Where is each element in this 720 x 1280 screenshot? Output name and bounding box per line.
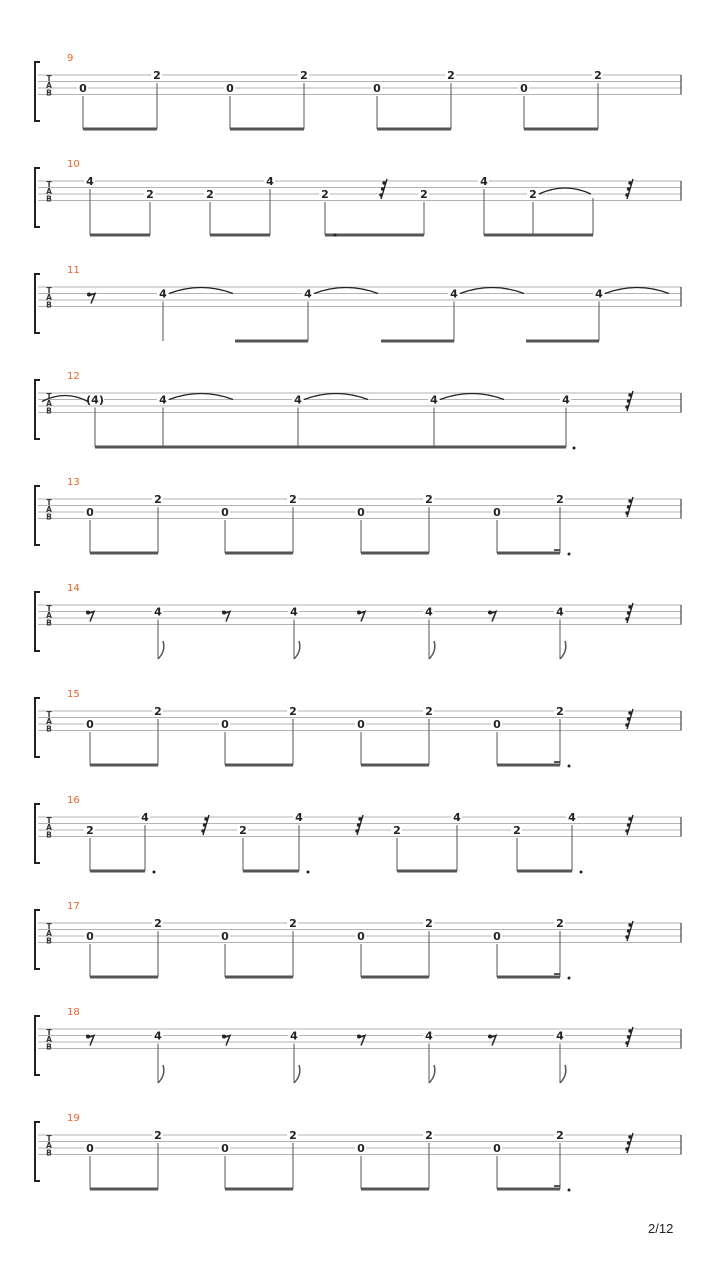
system-brace [35,804,40,863]
measure-number: 10 [67,159,80,170]
fret-number: 2 [420,188,428,201]
tie [314,288,378,294]
tab-clef-letter: A [46,293,52,303]
fret-number: 4 [568,811,576,824]
fret-number: 0 [357,930,365,943]
fret-number: (4) [86,393,104,407]
fret-number: 2 [239,824,247,837]
fret-number: 4 [154,1029,162,1043]
tab-clef-letter: A [46,823,52,833]
rest-dot [628,605,631,608]
fret-number: 4 [141,811,149,824]
measure-number: 18 [67,1007,80,1018]
fret-number: 0 [221,930,229,943]
fret-number: 2 [321,188,329,201]
tie [169,394,233,400]
measure-number: 16 [67,795,80,806]
note-flag [560,1065,566,1083]
tab-clef-letter: T [46,74,52,83]
fret-number: 2 [425,493,433,506]
fret-number: 2 [425,705,433,718]
rest-dot [625,1041,628,1044]
system-brace [35,910,40,969]
fret-number: 4 [290,605,298,619]
dot [307,871,310,874]
tab-system [35,477,681,556]
dot [580,871,583,874]
tie [440,394,504,400]
fret-number: 2 [556,917,564,930]
fret-number: 0 [493,506,501,519]
system-brace [35,168,40,227]
note-flag [158,1065,164,1083]
rest-dot [628,711,631,714]
system-brace [35,62,40,121]
tie [304,394,368,400]
tab-system [35,795,681,874]
fret-number: 2 [300,69,308,82]
tab-clef-letter: B [46,724,52,734]
rest-dot [628,1029,631,1032]
rest-dot [628,1135,631,1138]
fret-number: 0 [493,1142,501,1155]
rest-stroke [224,612,230,622]
rest-dot [625,511,628,514]
dot [153,871,156,874]
tab-clef-letter: B [46,512,52,522]
fret-number: 0 [79,82,87,95]
rest-stroke [89,294,95,304]
note-flag [294,641,300,659]
fret-number: 2 [289,1129,297,1142]
fret-number: 0 [221,506,229,519]
rest-dot [627,823,630,826]
tab-clef-letter: B [46,88,52,98]
fret-number: 2 [154,493,162,506]
system-brace [35,592,40,651]
measure-number: 13 [67,477,80,488]
rest-stroke [88,1036,94,1046]
rest-dot [627,717,630,720]
fret-number: 4 [154,605,162,619]
fret-number: 2 [556,1129,564,1142]
tab-clef-letter: A [46,81,52,91]
note-flag [560,641,566,659]
tab-clef-letter: A [46,187,52,197]
measure-number: 15 [67,689,80,700]
tab-clef-letter: T [46,922,52,931]
fret-number: 2 [513,824,521,837]
tab-clef-letter: B [46,300,52,310]
measure-number: 19 [67,1113,80,1124]
rest-dot [204,817,207,820]
dot [568,765,571,768]
fret-number: 2 [289,493,297,506]
rest-dot [625,405,628,408]
system-brace [35,1122,40,1181]
fret-number: 0 [86,718,94,731]
fret-number: 2 [447,69,455,82]
tab-clef-letter: A [46,1141,52,1151]
tab-clef-letter: B [46,830,52,840]
rest-dot [625,829,628,832]
rest-dot [379,193,382,196]
tab-system [35,371,681,450]
rest-dot [625,723,628,726]
fret-number: 0 [373,82,381,95]
dot [568,1189,571,1192]
fret-number: 2 [529,188,537,201]
rest-dot [355,829,358,832]
fret-number: 4 [266,175,274,188]
fret-number: 0 [520,82,528,95]
fret-number: 4 [294,393,302,407]
fret-number: 0 [221,718,229,731]
fret-number: 0 [493,930,501,943]
tab-system [35,1113,681,1192]
fret-number: 4 [453,811,461,824]
rest-dot [357,823,360,826]
fret-number: 2 [206,188,214,201]
rest-dot [625,1147,628,1150]
tab-clef-letter: T [46,816,52,825]
rest-dot [628,393,631,396]
fret-number: 2 [154,705,162,718]
fret-number: 4 [425,1029,433,1043]
tab-clef-letter: A [46,505,52,515]
rest-dot [625,617,628,620]
dot [568,977,571,980]
measure-number: 12 [67,371,80,382]
dot [568,553,571,556]
fret-number: 0 [226,82,234,95]
rest-dot [628,923,631,926]
rest-dot [627,1035,630,1038]
fret-number: 2 [594,69,602,82]
rest-dot [358,817,361,820]
tab-clef-letter: A [46,929,52,939]
page-number: 2/12 [648,1221,674,1236]
fret-number: 4 [290,1029,298,1043]
fret-number: 0 [221,1142,229,1155]
rest-dot [628,817,631,820]
tab-system [35,265,681,341]
fret-number: 4 [556,1029,564,1043]
tab-clef-letter: B [46,1042,52,1052]
system-brace [35,1016,40,1075]
tab-system [35,1007,681,1083]
fret-number: 0 [357,506,365,519]
fret-number: 0 [86,930,94,943]
fret-number: 4 [430,393,438,407]
fret-number: 0 [493,718,501,731]
tab-system [35,583,681,659]
fret-number: 2 [425,917,433,930]
fret-number: 2 [556,493,564,506]
tab-clef-letter: T [46,392,52,401]
fret-number: 2 [556,705,564,718]
rest-dot [627,505,630,508]
tab-system [35,53,681,129]
rest-dot [625,935,628,938]
measure-number: 14 [67,583,80,594]
tab-system [35,689,681,768]
fret-number: 4 [556,605,564,619]
tab-clef-letter: B [46,406,52,416]
measure-number: 11 [67,265,80,276]
tab-system [35,901,681,980]
tab-clef-letter: B [46,936,52,946]
fret-number: 4 [480,175,488,188]
fret-number: 4 [562,393,570,407]
system-brace [35,486,40,545]
tab-clef-letter: T [46,1134,52,1143]
tab-clef-letter: T [46,710,52,719]
dot [573,447,576,450]
rest-dot [382,181,385,184]
rest-dot [625,193,628,196]
rest-stroke [490,1036,496,1046]
tie [169,288,233,294]
fret-number: 4 [159,393,167,407]
rest-stroke [490,612,496,622]
rest-stroke [359,1036,365,1046]
rest-dot [627,187,630,190]
tab-clef-letter: A [46,399,52,409]
note-flag [429,641,435,659]
fret-number: 2 [154,1129,162,1142]
fret-number: 0 [357,718,365,731]
measure-number: 17 [67,901,80,912]
fret-number: 2 [425,1129,433,1142]
tie [605,288,669,294]
fret-number: 4 [295,811,303,824]
system-brace [35,380,40,439]
tab-clef-letter: B [46,618,52,628]
rest-dot [627,611,630,614]
rest-dot [628,181,631,184]
rest-dot [627,399,630,402]
fret-number: 2 [154,917,162,930]
fret-number: 2 [289,705,297,718]
tab-clef-letter: T [46,604,52,613]
tab-clef-letter: A [46,717,52,727]
note-flag [429,1065,435,1083]
tie [460,288,524,294]
tab-system [35,159,681,237]
rest-stroke [359,612,365,622]
fret-number: 2 [86,824,94,837]
system-brace [35,698,40,757]
rest-stroke [224,1036,230,1046]
rest-dot [381,187,384,190]
fret-number: 4 [159,287,167,301]
fret-number: 2 [289,917,297,930]
fret-number: 2 [393,824,401,837]
fret-number: 4 [304,287,312,301]
fret-number: 4 [86,175,94,188]
rest-dot [628,499,631,502]
measure-number: 9 [67,53,74,64]
fret-number: 2 [146,188,154,201]
rest-dot [203,823,206,826]
tie [539,188,591,194]
tab-clef-letter: T [46,286,52,295]
rest-dot [627,1141,630,1144]
fret-number: 4 [595,287,603,301]
note-flag [294,1065,300,1083]
fret-number: 4 [450,287,458,301]
rest-dot [201,829,204,832]
tab-clef-letter: A [46,611,52,621]
fret-number: 0 [86,1142,94,1155]
tab-clef-letter: B [46,1148,52,1158]
fret-number: 4 [425,605,433,619]
fret-number: 0 [86,506,94,519]
dot [334,234,337,237]
tab-clef-letter: T [46,1028,52,1037]
fret-number: 2 [153,69,161,82]
note-flag [158,641,164,659]
rest-dot [627,929,630,932]
system-brace [35,274,40,333]
tab-clef-letter: B [46,194,52,204]
fret-number: 0 [357,1142,365,1155]
tab-clef-letter: A [46,1035,52,1045]
tab-clef-letter: T [46,498,52,507]
rest-stroke [88,612,94,622]
tab-clef-letter: T [46,180,52,189]
